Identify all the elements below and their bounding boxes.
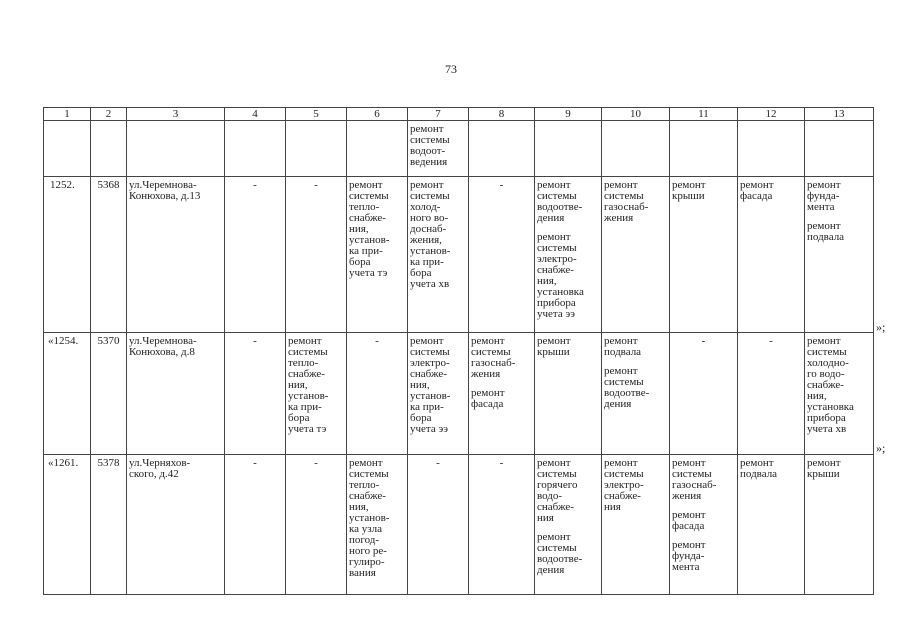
text-line: учета ээ: [537, 308, 575, 320]
table-row: [44, 333, 874, 455]
table-cell: [602, 121, 670, 177]
dash-text: -: [701, 335, 706, 347]
table-cell: [670, 455, 738, 595]
text-line: ремонт: [604, 365, 638, 377]
code-cell: [91, 177, 127, 333]
text-line: дения: [537, 564, 565, 576]
cell-text: [408, 177, 468, 290]
text-line: системы: [604, 190, 644, 202]
text-line: фасада: [672, 520, 705, 532]
text-line: мента: [807, 201, 835, 213]
cell-text: [738, 455, 804, 480]
text-line: установка: [807, 401, 854, 413]
row-number-cell: [44, 455, 91, 595]
text-line: ремонт: [807, 335, 841, 347]
repair-schedule-table: [43, 107, 874, 595]
cell-text: [805, 218, 873, 243]
dash-text: -: [375, 335, 379, 347]
text-line: ул.Черемнова-: [129, 179, 197, 191]
text-line: крыши: [537, 346, 570, 358]
text-line: системы: [537, 190, 577, 202]
text-line: снабже-: [410, 368, 447, 380]
text-line: ка при-: [288, 401, 322, 413]
header-cell: 5: [286, 108, 347, 121]
text-line: подвала: [604, 346, 642, 358]
text-line: фасада: [740, 190, 773, 202]
dash-text: -: [314, 457, 318, 469]
table-cell: [469, 455, 535, 595]
text-line: электро-: [537, 253, 577, 265]
header-cell: 9: [535, 108, 602, 121]
text-line: погод-: [349, 534, 380, 546]
dash-text: -: [436, 457, 440, 469]
text-line: ул.Черняхов-: [129, 457, 191, 469]
text-line: дения: [537, 212, 565, 224]
cell-text: [602, 333, 669, 358]
text-line: ния: [604, 501, 621, 513]
address-text: [127, 177, 224, 202]
table-row: [44, 455, 874, 595]
text-line: бора: [288, 412, 310, 424]
text-line: ния,: [349, 223, 369, 235]
row-number: «1261.: [48, 457, 79, 469]
code-cell: [91, 455, 127, 595]
header-cell: 2: [91, 108, 127, 121]
text-line: ремонт: [471, 387, 505, 399]
text-line: ния: [537, 512, 554, 524]
text-line: водо-: [537, 490, 563, 502]
cell-text: [670, 507, 737, 532]
table-cell: [738, 121, 805, 177]
table-cell: [225, 455, 286, 595]
text-line: системы: [349, 190, 389, 202]
row-number: 1252.: [50, 179, 75, 191]
table-cell: [738, 333, 805, 455]
table-cell: [225, 333, 286, 455]
table-cell: [347, 333, 408, 455]
table-cell: [738, 177, 805, 333]
text-line: установка: [537, 286, 584, 298]
header-cell: 3: [127, 108, 225, 121]
text-line: ния,: [537, 275, 557, 287]
text-line: жения: [604, 212, 634, 224]
text-line: снабже-: [537, 264, 574, 276]
text-line: установ-: [288, 390, 329, 402]
text-line: системы: [672, 468, 712, 480]
cell-text: [602, 177, 669, 224]
text-line: ремонт: [807, 179, 841, 191]
text-line: системы: [410, 346, 450, 358]
page-number: 73: [445, 62, 457, 76]
text-line: учета хв: [410, 278, 450, 290]
header-cell: 4: [225, 108, 286, 121]
dash-text: -: [769, 335, 773, 347]
text-line: системы: [604, 468, 644, 480]
text-line: системы: [537, 468, 577, 480]
text-line: ремонт: [537, 335, 571, 347]
header-cell: 12: [738, 108, 805, 121]
table-cell: [408, 455, 469, 595]
text-line: холод-: [410, 201, 441, 213]
row-end-quote: »;: [876, 320, 886, 334]
text-line: ремонт: [672, 457, 706, 469]
text-line: системы: [288, 346, 328, 358]
text-line: ремонт: [410, 179, 444, 191]
header-cell: 7: [408, 108, 469, 121]
text-line: ремонт: [537, 531, 571, 543]
cell-text: [535, 455, 601, 524]
cell-text: [535, 177, 601, 224]
table-cell: [347, 455, 408, 595]
row-number-cell: [44, 333, 91, 455]
text-line: ка при-: [349, 245, 383, 257]
text-line: прибора: [537, 297, 576, 309]
text-line: установ-: [349, 234, 390, 246]
text-line: ремонт: [349, 457, 383, 469]
text-line: тепло-: [349, 479, 380, 491]
cell-text: [535, 229, 601, 320]
text-line: фасада: [471, 398, 504, 410]
text-line: газоснаб-: [604, 201, 649, 213]
text-line: Конюхова, д.13: [129, 190, 201, 202]
table-cell: [535, 455, 602, 595]
text-line: ного ре-: [349, 545, 387, 557]
cell-text: [535, 333, 601, 358]
cell-text: [469, 385, 534, 410]
address-cell: [127, 333, 225, 455]
building-code: 5368: [97, 179, 120, 191]
text-line: системы: [410, 190, 450, 202]
row-number-cell: [44, 177, 91, 333]
text-line: газоснаб-: [471, 357, 516, 369]
address-text: [127, 455, 224, 480]
text-line: подвала: [740, 468, 778, 480]
text-line: электро-: [410, 357, 450, 369]
text-line: тепло-: [349, 201, 380, 213]
text-line: ния,: [410, 379, 430, 391]
text-line: доснаб-: [410, 223, 447, 235]
cell-text: [347, 455, 407, 579]
text-line: ремонт: [537, 231, 571, 243]
building-code: 5370: [97, 335, 120, 347]
table-row: [44, 121, 874, 177]
text-line: электро-: [604, 479, 644, 491]
table-cell: [225, 121, 286, 177]
text-line: тепло-: [288, 357, 319, 369]
text-line: ремонт: [604, 179, 638, 191]
cell-text: [408, 333, 468, 435]
text-line: ремонт: [410, 335, 444, 347]
table-cell: [805, 177, 874, 333]
dash-text: -: [499, 457, 504, 469]
cell-text: [670, 537, 737, 573]
table-cell: [469, 177, 535, 333]
text-line: бора: [410, 412, 432, 424]
table-cell: [805, 455, 874, 595]
table-cell: [805, 333, 874, 455]
text-line: фунда-: [672, 550, 705, 562]
dash-text: -: [314, 179, 318, 191]
text-line: системы: [410, 134, 450, 146]
text-line: ремонт: [672, 539, 706, 551]
table-cell: [670, 177, 738, 333]
text-line: установ-: [410, 245, 451, 257]
text-line: гулиро-: [349, 556, 385, 568]
text-line: ремонт: [604, 335, 638, 347]
table-cell: [535, 121, 602, 177]
text-line: ния,: [288, 379, 308, 391]
text-line: снабже-: [604, 490, 641, 502]
text-line: учета ээ: [410, 423, 448, 435]
text-line: системы: [604, 376, 644, 388]
table-cell: [535, 177, 602, 333]
table-cell: [408, 121, 469, 177]
header-row: [44, 108, 874, 121]
text-line: ремонт: [537, 457, 571, 469]
table-cell: [44, 121, 91, 177]
text-line: Конюхова, д.8: [129, 346, 195, 358]
table-cell: [670, 121, 738, 177]
cell-text: [535, 529, 601, 576]
address-cell: [127, 177, 225, 333]
text-line: ремонт: [672, 179, 706, 191]
cell-text: [738, 177, 804, 202]
text-line: снабже-: [349, 212, 386, 224]
dash-text: -: [499, 179, 504, 191]
building-code: 5378: [97, 457, 120, 469]
cell-text: [347, 177, 407, 279]
table-row: [44, 177, 874, 333]
header-cell: 1: [44, 108, 91, 121]
header-cell: 6: [347, 108, 408, 121]
text-line: мента: [672, 561, 700, 573]
text-line: ведения: [410, 156, 448, 168]
table-cell: [286, 333, 347, 455]
table-cell: [225, 177, 286, 333]
text-line: подвала: [807, 231, 845, 243]
cell-text: [469, 333, 534, 380]
text-line: ремонт: [349, 179, 383, 191]
header-cell: 13: [805, 108, 874, 121]
text-line: снабже-: [288, 368, 325, 380]
text-line: го водо-: [807, 368, 845, 380]
table-cell: [91, 121, 127, 177]
text-line: водоотве-: [537, 553, 583, 565]
text-line: бора: [349, 256, 371, 268]
text-line: ремонт: [604, 457, 638, 469]
cell-text: [670, 455, 737, 502]
dash-text: -: [253, 457, 257, 469]
text-line: ного во-: [410, 212, 449, 224]
table-cell: [347, 177, 408, 333]
table-cell: [535, 333, 602, 455]
text-line: крыши: [807, 468, 840, 480]
row-number: «1254.: [48, 335, 79, 347]
table-cell: [805, 121, 874, 177]
text-line: ремонт: [410, 123, 444, 135]
text-line: учета тэ: [288, 423, 327, 435]
text-line: ремонт: [288, 335, 322, 347]
text-line: ка при-: [410, 401, 444, 413]
text-line: ния,: [349, 501, 369, 513]
address-cell: [127, 455, 225, 595]
table-cell: [408, 333, 469, 455]
address-text: [127, 333, 224, 358]
cell-text: [408, 121, 468, 168]
text-line: газоснаб-: [672, 479, 717, 491]
cell-text: [602, 455, 669, 513]
text-line: ремонт: [471, 335, 505, 347]
text-line: крыши: [672, 190, 705, 202]
dash-text: -: [253, 179, 257, 191]
cell-text: [805, 333, 873, 435]
text-line: водоотве-: [604, 387, 650, 399]
text-line: жения: [471, 368, 501, 380]
header-cell: 11: [670, 108, 738, 121]
table-cell: [602, 177, 670, 333]
text-line: системы: [807, 346, 847, 358]
text-line: жения: [672, 490, 702, 502]
text-line: ул.Черемнова-: [129, 335, 197, 347]
table-cell: [469, 121, 535, 177]
text-line: системы: [349, 468, 389, 480]
cell-text: [286, 333, 346, 435]
header-cell: 10: [602, 108, 670, 121]
table-cell: [286, 177, 347, 333]
text-line: прибора: [807, 412, 846, 424]
text-line: ского, д.42: [129, 468, 179, 480]
table-cell: [602, 333, 670, 455]
text-line: учета тэ: [349, 267, 388, 279]
text-line: дения: [604, 398, 632, 410]
text-line: горячего: [537, 479, 578, 491]
text-line: учета хв: [807, 423, 847, 435]
table-cell: [127, 121, 225, 177]
text-line: снабже-: [349, 490, 386, 502]
text-line: бора: [410, 267, 432, 279]
table-cell: [286, 455, 347, 595]
table-cell: [602, 455, 670, 595]
text-line: системы: [537, 242, 577, 254]
text-line: ремонт: [537, 179, 571, 191]
dash-text: -: [253, 335, 257, 347]
text-line: снабже-: [537, 501, 574, 513]
text-line: системы: [537, 542, 577, 554]
text-line: ремонт: [807, 220, 841, 232]
cell-text: [805, 177, 873, 213]
cell-text: [670, 177, 737, 202]
text-line: установ-: [410, 390, 451, 402]
text-line: жения,: [410, 234, 442, 246]
table-cell: [738, 455, 805, 595]
text-line: ремонт: [740, 457, 774, 469]
text-line: водоотве-: [537, 201, 583, 213]
table-cell: [469, 333, 535, 455]
table-cell: [408, 177, 469, 333]
table-cell: [347, 121, 408, 177]
text-line: фунда-: [807, 190, 840, 202]
text-line: холодно-: [807, 357, 849, 369]
text-line: ремонт: [740, 179, 774, 191]
text-line: ремонт: [672, 509, 706, 521]
code-cell: [91, 333, 127, 455]
table-cell: [670, 333, 738, 455]
table-cell: [286, 121, 347, 177]
row-end-quote: »;: [876, 441, 886, 455]
cell-text: [602, 363, 669, 410]
cell-text: [805, 455, 873, 480]
text-line: вания: [349, 567, 376, 579]
text-line: ния,: [807, 390, 827, 402]
header-cell: 8: [469, 108, 535, 121]
text-line: установ-: [349, 512, 390, 524]
text-line: системы: [471, 346, 511, 358]
text-line: снабже-: [807, 379, 844, 391]
text-line: ка при-: [410, 256, 444, 268]
text-line: ка узла: [349, 523, 383, 535]
text-line: ремонт: [807, 457, 841, 469]
text-line: водоот-: [410, 145, 446, 157]
